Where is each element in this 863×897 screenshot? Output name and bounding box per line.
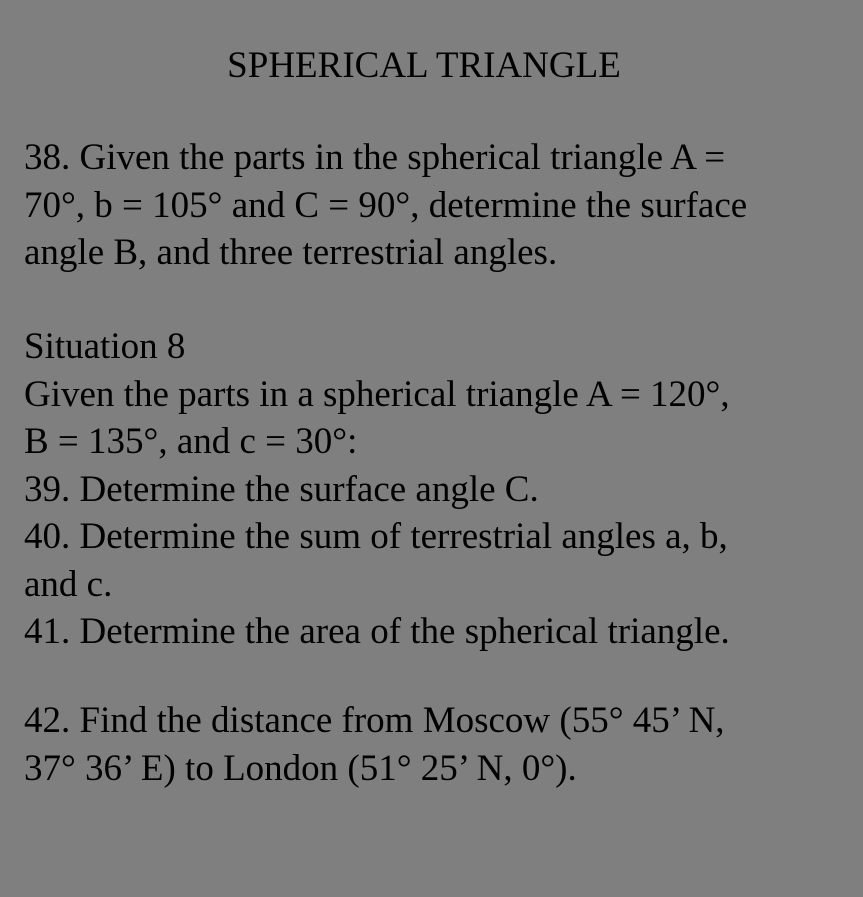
problem-40-line-2: and c. [24, 563, 113, 605]
problem-42-line-1: 42. Find the distance from Moscow (55° 45’ N, [24, 700, 725, 741]
problem-38-line-1: 38. Given the parts in the spherical triangle A = [24, 137, 726, 178]
problem-39: 39. Determine the surface angle C. [24, 468, 539, 510]
situation-8-given-line-1: Given the parts in a spherical triangle A = 120°, [24, 373, 730, 415]
situation-8-given-line-2: B = 135°, and c = 30°: [24, 421, 358, 462]
problem-41: 41. Determine the area of the spherical triangle. [24, 611, 730, 652]
page-title: SPHERICAL TRIANGLE [227, 45, 621, 86]
situation-8 [24, 323, 854, 656]
problem-42 [24, 697, 854, 792]
problem-38 [24, 134, 854, 277]
problem-38-line-2: 70°, b = 105° and C = 90°, determine the surface [24, 184, 748, 226]
situation-8-heading: Situation 8 [24, 326, 186, 367]
problem-42-line-2: 37° 36’ E) to London (51° 25’ N, 0°). [24, 747, 577, 789]
problem-38-line-3: angle B, and three terrestrial angles. [24, 232, 558, 273]
problem-40-line-1: 40. Determine the sum of terrestrial angles a, b, [24, 516, 728, 557]
